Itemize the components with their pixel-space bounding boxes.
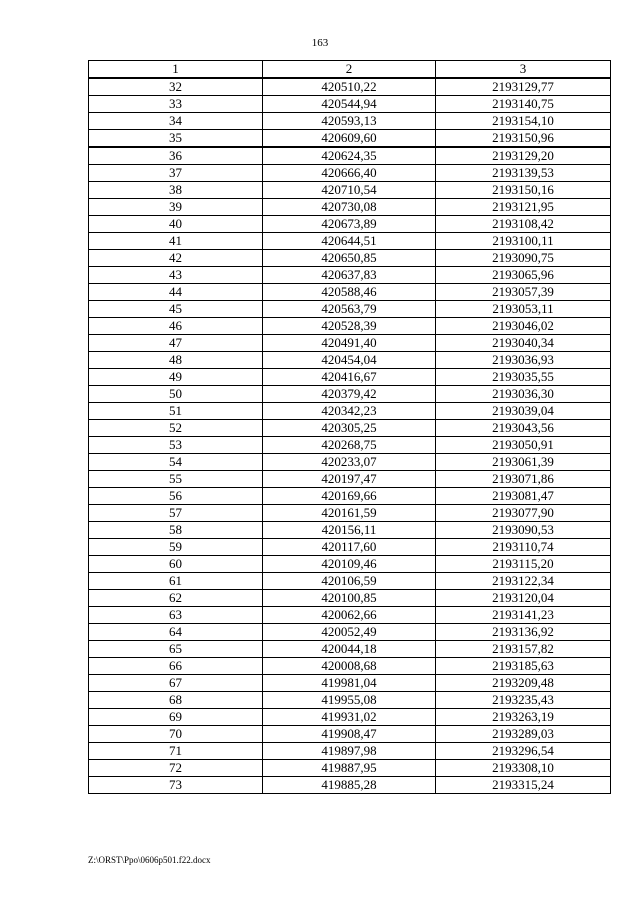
y-coordinate-cell: 2193057,39 xyxy=(436,284,611,301)
x-coordinate-cell: 420156,11 xyxy=(263,522,436,539)
x-coordinate-cell: 419897,98 xyxy=(263,743,436,760)
x-coordinate-cell: 420109,46 xyxy=(263,556,436,573)
y-coordinate-cell: 2193065,96 xyxy=(436,267,611,284)
point-number-cell: 56 xyxy=(89,488,263,505)
table-row xyxy=(89,454,611,471)
x-coordinate-cell: 420169,66 xyxy=(263,488,436,505)
point-number-cell: 40 xyxy=(89,216,263,233)
table-row xyxy=(89,301,611,318)
point-number-cell: 60 xyxy=(89,556,263,573)
y-coordinate-cell: 2193040,34 xyxy=(436,335,611,352)
y-coordinate-cell: 2193121,95 xyxy=(436,199,611,216)
x-coordinate-cell: 419908,47 xyxy=(263,726,436,743)
x-coordinate-cell: 420637,83 xyxy=(263,267,436,284)
table-row xyxy=(89,284,611,301)
column-header-2: 2 xyxy=(263,61,436,79)
x-coordinate-cell: 419885,28 xyxy=(263,777,436,794)
table-row xyxy=(89,199,611,216)
y-coordinate-cell: 2193150,96 xyxy=(436,130,611,148)
y-coordinate-cell: 2193035,55 xyxy=(436,369,611,386)
x-coordinate-cell: 420233,07 xyxy=(263,454,436,471)
x-coordinate-cell: 420491,40 xyxy=(263,335,436,352)
point-number-cell: 39 xyxy=(89,199,263,216)
y-coordinate-cell: 2193100,11 xyxy=(436,233,611,250)
table-row xyxy=(89,182,611,199)
point-number-cell: 72 xyxy=(89,760,263,777)
table-body xyxy=(89,78,611,794)
point-number-cell: 49 xyxy=(89,369,263,386)
x-coordinate-cell: 420379,42 xyxy=(263,386,436,403)
table-row xyxy=(89,165,611,182)
y-coordinate-cell: 2193157,82 xyxy=(436,641,611,658)
point-number-cell: 51 xyxy=(89,403,263,420)
y-coordinate-cell: 2193154,10 xyxy=(436,113,611,130)
table-row xyxy=(89,437,611,454)
x-coordinate-cell: 420161,59 xyxy=(263,505,436,522)
table-row xyxy=(89,726,611,743)
point-number-cell: 47 xyxy=(89,335,263,352)
point-number-cell: 63 xyxy=(89,607,263,624)
y-coordinate-cell: 2193115,20 xyxy=(436,556,611,573)
point-number-cell: 59 xyxy=(89,539,263,556)
y-coordinate-cell: 2193108,42 xyxy=(436,216,611,233)
y-coordinate-cell: 2193209,48 xyxy=(436,675,611,692)
y-coordinate-cell: 2193185,63 xyxy=(436,658,611,675)
table-row xyxy=(89,692,611,709)
point-number-cell: 57 xyxy=(89,505,263,522)
x-coordinate-cell: 420416,67 xyxy=(263,369,436,386)
x-coordinate-cell: 420730,08 xyxy=(263,199,436,216)
y-coordinate-cell: 2193136,92 xyxy=(436,624,611,641)
table-row xyxy=(89,386,611,403)
table-row xyxy=(89,675,611,692)
point-number-cell: 53 xyxy=(89,437,263,454)
table-row xyxy=(89,743,611,760)
x-coordinate-cell: 420268,75 xyxy=(263,437,436,454)
footer-file-path: Z:\ORST\Ppo\0606p501.f22.docx xyxy=(88,855,211,865)
y-coordinate-cell: 2193122,34 xyxy=(436,573,611,590)
point-number-cell: 62 xyxy=(89,590,263,607)
table-row xyxy=(89,505,611,522)
y-coordinate-cell: 2193090,53 xyxy=(436,522,611,539)
x-coordinate-cell: 420305,25 xyxy=(263,420,436,437)
table-row xyxy=(89,267,611,284)
x-coordinate-cell: 420644,51 xyxy=(263,233,436,250)
table-row xyxy=(89,78,611,96)
table-row xyxy=(89,96,611,113)
y-coordinate-cell: 2193289,03 xyxy=(436,726,611,743)
table-row xyxy=(89,130,611,148)
page-number: 163 xyxy=(311,37,329,49)
point-number-cell: 42 xyxy=(89,250,263,267)
point-number-cell: 73 xyxy=(89,777,263,794)
point-number-cell: 58 xyxy=(89,522,263,539)
y-coordinate-cell: 2193141,23 xyxy=(436,607,611,624)
y-coordinate-cell: 2193140,75 xyxy=(436,96,611,113)
y-coordinate-cell: 2193120,04 xyxy=(436,590,611,607)
y-coordinate-cell: 2193046,02 xyxy=(436,318,611,335)
x-coordinate-cell: 420563,79 xyxy=(263,301,436,318)
table-row xyxy=(89,539,611,556)
point-number-cell: 46 xyxy=(89,318,263,335)
table-row xyxy=(89,777,611,794)
column-header-1: 1 xyxy=(89,61,263,79)
table-row xyxy=(89,233,611,250)
y-coordinate-cell: 2193036,93 xyxy=(436,352,611,369)
x-coordinate-cell: 420673,89 xyxy=(263,216,436,233)
x-coordinate-cell: 420117,60 xyxy=(263,539,436,556)
x-coordinate-cell: 420624,35 xyxy=(263,147,436,165)
table-row xyxy=(89,335,611,352)
x-coordinate-cell: 420052,49 xyxy=(263,624,436,641)
x-coordinate-cell: 420666,40 xyxy=(263,165,436,182)
x-coordinate-cell: 419981,04 xyxy=(263,675,436,692)
point-number-cell: 43 xyxy=(89,267,263,284)
x-coordinate-cell: 420528,39 xyxy=(263,318,436,335)
header-row xyxy=(89,61,611,79)
y-coordinate-cell: 2193077,90 xyxy=(436,505,611,522)
point-number-cell: 71 xyxy=(89,743,263,760)
table-row xyxy=(89,488,611,505)
point-number-cell: 35 xyxy=(89,130,263,148)
point-number-cell: 33 xyxy=(89,96,263,113)
y-coordinate-cell: 2193061,39 xyxy=(436,454,611,471)
x-coordinate-cell: 419887,95 xyxy=(263,760,436,777)
table-row xyxy=(89,573,611,590)
x-coordinate-cell: 420342,23 xyxy=(263,403,436,420)
table-row xyxy=(89,113,611,130)
x-coordinate-cell: 420650,85 xyxy=(263,250,436,267)
table-row xyxy=(89,607,611,624)
table-row xyxy=(89,147,611,165)
table-row xyxy=(89,590,611,607)
y-coordinate-cell: 2193110,74 xyxy=(436,539,611,556)
point-number-cell: 69 xyxy=(89,709,263,726)
x-coordinate-cell: 420062,66 xyxy=(263,607,436,624)
y-coordinate-cell: 2193071,86 xyxy=(436,471,611,488)
point-number-cell: 32 xyxy=(89,78,263,96)
x-coordinate-cell: 420510,22 xyxy=(263,78,436,96)
x-coordinate-cell: 420044,18 xyxy=(263,641,436,658)
y-coordinate-cell: 2193150,16 xyxy=(436,182,611,199)
x-coordinate-cell: 420593,13 xyxy=(263,113,436,130)
point-number-cell: 38 xyxy=(89,182,263,199)
table-row xyxy=(89,760,611,777)
x-coordinate-cell: 420588,46 xyxy=(263,284,436,301)
table-row xyxy=(89,522,611,539)
point-number-cell: 36 xyxy=(89,147,263,165)
x-coordinate-cell: 420197,47 xyxy=(263,471,436,488)
table-row xyxy=(89,250,611,267)
y-coordinate-cell: 2193263,19 xyxy=(436,709,611,726)
point-number-cell: 68 xyxy=(89,692,263,709)
point-number-cell: 48 xyxy=(89,352,263,369)
point-number-cell: 34 xyxy=(89,113,263,130)
x-coordinate-cell: 420609,60 xyxy=(263,130,436,148)
table-row xyxy=(89,658,611,675)
table-row xyxy=(89,556,611,573)
x-coordinate-cell: 420454,04 xyxy=(263,352,436,369)
point-number-cell: 44 xyxy=(89,284,263,301)
table-row xyxy=(89,641,611,658)
y-coordinate-cell: 2193308,10 xyxy=(436,760,611,777)
column-header-3: 3 xyxy=(436,61,611,79)
point-number-cell: 67 xyxy=(89,675,263,692)
point-number-cell: 64 xyxy=(89,624,263,641)
y-coordinate-cell: 2193296,54 xyxy=(436,743,611,760)
y-coordinate-cell: 2193129,20 xyxy=(436,147,611,165)
y-coordinate-cell: 2193081,47 xyxy=(436,488,611,505)
point-number-cell: 55 xyxy=(89,471,263,488)
table-row xyxy=(89,420,611,437)
y-coordinate-cell: 2193043,56 xyxy=(436,420,611,437)
x-coordinate-cell: 420106,59 xyxy=(263,573,436,590)
y-coordinate-cell: 2193235,43 xyxy=(436,692,611,709)
x-coordinate-cell: 420544,94 xyxy=(263,96,436,113)
x-coordinate-cell: 420100,85 xyxy=(263,590,436,607)
table-row xyxy=(89,403,611,420)
table-header xyxy=(89,61,611,79)
point-number-cell: 50 xyxy=(89,386,263,403)
y-coordinate-cell: 2193315,24 xyxy=(436,777,611,794)
table-row xyxy=(89,216,611,233)
coordinates-table xyxy=(88,60,611,794)
table-row xyxy=(89,624,611,641)
point-number-cell: 70 xyxy=(89,726,263,743)
y-coordinate-cell: 2193139,53 xyxy=(436,165,611,182)
point-number-cell: 61 xyxy=(89,573,263,590)
y-coordinate-cell: 2193039,04 xyxy=(436,403,611,420)
point-number-cell: 66 xyxy=(89,658,263,675)
x-coordinate-cell: 419955,08 xyxy=(263,692,436,709)
point-number-cell: 52 xyxy=(89,420,263,437)
table-row xyxy=(89,369,611,386)
point-number-cell: 54 xyxy=(89,454,263,471)
y-coordinate-cell: 2193036,30 xyxy=(436,386,611,403)
y-coordinate-cell: 2193050,91 xyxy=(436,437,611,454)
y-coordinate-cell: 2193053,11 xyxy=(436,301,611,318)
point-number-cell: 65 xyxy=(89,641,263,658)
y-coordinate-cell: 2193090,75 xyxy=(436,250,611,267)
point-number-cell: 45 xyxy=(89,301,263,318)
point-number-cell: 37 xyxy=(89,165,263,182)
table-row xyxy=(89,709,611,726)
table-row xyxy=(89,352,611,369)
y-coordinate-cell: 2193129,77 xyxy=(436,78,611,96)
point-number-cell: 41 xyxy=(89,233,263,250)
x-coordinate-cell: 420008,68 xyxy=(263,658,436,675)
x-coordinate-cell: 420710,54 xyxy=(263,182,436,199)
table-row xyxy=(89,318,611,335)
table-row xyxy=(89,471,611,488)
x-coordinate-cell: 419931,02 xyxy=(263,709,436,726)
